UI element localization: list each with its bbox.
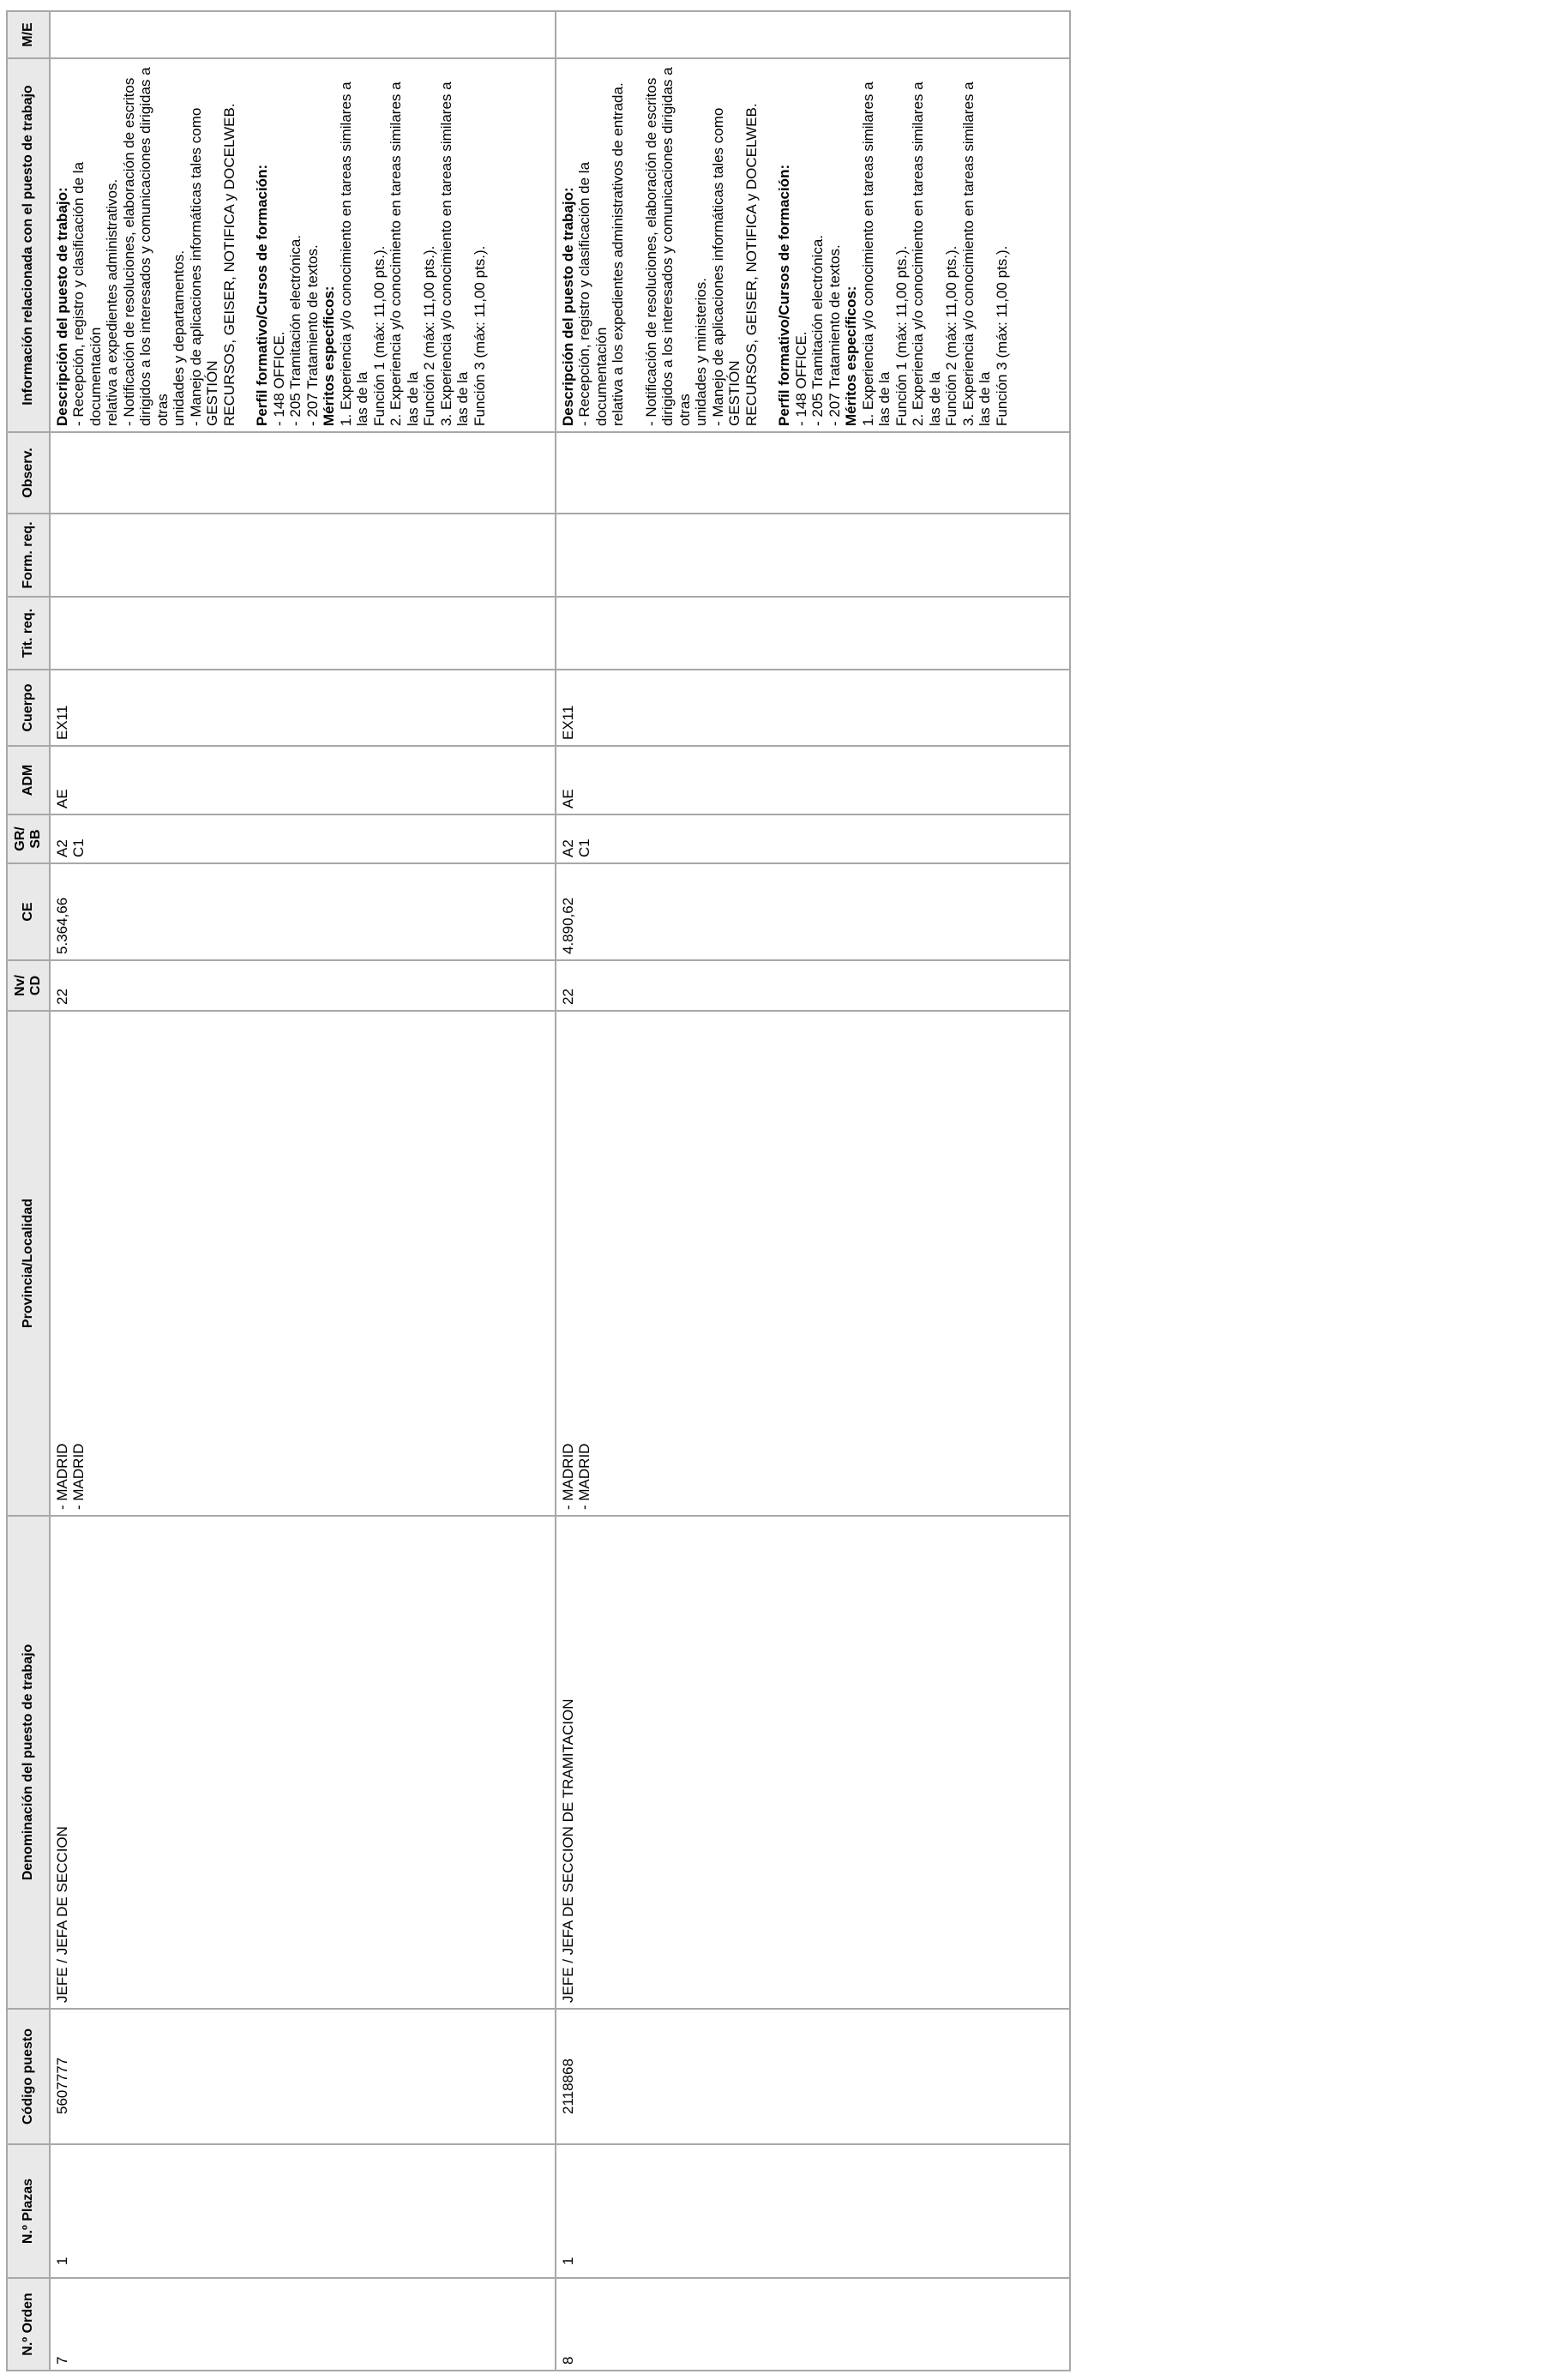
cell-tit (50, 597, 556, 670)
perfil-line: - 205 Tramitación electrónica. (287, 235, 304, 426)
cell-grupo (50, 814, 556, 863)
header-row (7, 11, 50, 2371)
col-info: Información relacionada con el puesto de trabajo (7, 58, 50, 432)
meritos-line: 1. Experiencia y/o conocimiento en tareas similares a las de la (337, 81, 371, 426)
col-plazas: N.º Plazas (7, 2144, 50, 2278)
cell-tit (556, 597, 1070, 670)
perfil-title: Perfil formativo/Cursos de formación: (254, 164, 271, 426)
cell-cuerpo: EX11 (50, 670, 556, 746)
cell-denominacion: JEFE / JEFA DE SECCION (50, 1516, 556, 2009)
desc-line: - Manejo de aplicaciones informáticas tales como GESTIÓN (187, 107, 221, 426)
cell-denominacion: JEFE / JEFA DE SECCION DE TRAMITACION (556, 1516, 1070, 2009)
cell-codigo: 2118868 (556, 2009, 1070, 2144)
desc-line: relativa a expedientes administrativos. (104, 178, 121, 426)
meritos-line: Función 1 (máx: 11,00 pts.). (893, 245, 910, 426)
cell-me (556, 11, 1070, 58)
cell-provincia (50, 1011, 556, 1516)
desc-title: Descripción del puesto de trabajo: (559, 187, 576, 426)
spacer (760, 64, 776, 426)
meritos-line: Función 1 (máx: 11,00 pts.). (370, 245, 388, 426)
col-cuerpo: Cuerpo (7, 670, 50, 746)
col-ce: CE (7, 863, 50, 960)
desc-line: - Notificación de resoluciones, elaboración de escritos (120, 77, 137, 426)
desc-line: - Manejo de aplicaciones informáticas tales como GESTIÓN (709, 107, 743, 426)
cell-codigo: 5607777 (50, 2009, 556, 2144)
meritos-line: 3. Experiencia y/o conocimiento en tareas similares a las de la (959, 81, 994, 426)
cell-me (50, 11, 556, 58)
col-codigo: Código puesto (7, 2009, 50, 2144)
desc-line: relativa a los expedientes administrativos de entrada. (610, 82, 627, 426)
col-form: Form. req. (7, 514, 50, 597)
perfil-line: - 148 OFFICE. (792, 331, 809, 426)
table-row (50, 11, 556, 2371)
desc-line: unidades y ministerios. (693, 278, 710, 426)
cell-form (50, 514, 556, 597)
col-observ: Observ. (7, 432, 50, 514)
perfil-line: - 205 Tramitación electrónica. (809, 235, 827, 426)
cell-provincia (556, 1011, 1070, 1516)
cell-plazas: 1 (50, 2144, 556, 2278)
meritos-line: 2. Experiencia y/o conocimiento en tareas similares a las de la (910, 81, 943, 426)
col-grupo: GR/ SB (7, 814, 50, 863)
cell-info (556, 58, 1070, 432)
cell-observ (556, 432, 1070, 514)
grupo-line: A2 (53, 839, 70, 857)
perfil-line: - 207 Tratamiento de textos. (304, 244, 321, 426)
provincia-line: - MADRID (70, 1443, 87, 1510)
meritos-line: Función 2 (máx: 11,00 pts.). (421, 245, 438, 426)
meritos-line: Función 3 (máx: 11,00 pts.). (993, 245, 1010, 426)
meritos-line: Función 2 (máx: 11,00 pts.). (943, 245, 960, 426)
meritos-line: 2. Experiencia y/o conocimiento en tareas similares a las de la (388, 81, 421, 426)
meritos-line: Función 3 (máx: 11,00 pts.). (471, 245, 488, 426)
cell-adm: AE (50, 746, 556, 814)
perfil-line: - 207 Tratamiento de textos. (826, 244, 843, 426)
desc-line: - Notificación de resoluciones, elaboración de escritos (642, 77, 659, 426)
cell-form (556, 514, 1070, 597)
desc-line: - Recepción, registro y clasificación de la documentación (70, 161, 104, 426)
grupo-line: C1 (70, 838, 87, 857)
cell-cuerpo: EX11 (556, 670, 1070, 746)
table-row (556, 11, 1070, 2371)
desc-line: dirigidos a los interesados y comunicaciones dirigidas a otras (137, 67, 171, 426)
cell-ce: 4.890,62 (556, 863, 1070, 960)
meritos-title: Méritos específicos: (321, 285, 338, 426)
col-orden: N.º Orden (7, 2278, 50, 2371)
col-me: M/E (7, 11, 50, 58)
desc-line: - Recepción, registro y clasificación de la documentación (576, 161, 610, 426)
desc-line: unidades y departamentos. (171, 249, 188, 426)
job-positions-table (6, 10, 1071, 2371)
col-nivel: Nv/ CD (7, 960, 50, 1011)
meritos-line: 1. Experiencia y/o conocimiento en tareas similares a las de la (859, 81, 893, 426)
provincia-line: - MADRID (576, 1443, 593, 1510)
col-tit: Tit. req. (7, 597, 50, 670)
col-denominacion: Denominación del puesto de trabajo (7, 1516, 50, 2009)
cell-nivel: 22 (556, 960, 1070, 1011)
cell-nivel: 22 (50, 960, 556, 1011)
meritos-line: 3. Experiencia y/o conocimiento en tareas similares a las de la (437, 81, 472, 426)
desc-line: RECURSOS, GEISER, NOTIFICA y DOCELWEB. (220, 103, 237, 426)
perfil-line: - 148 OFFICE. (270, 331, 287, 426)
cell-info (50, 58, 556, 432)
provincia-line: - MADRID (53, 1443, 70, 1510)
cell-orden: 7 (50, 2278, 556, 2371)
spacer (237, 64, 254, 426)
desc-title: Descripción del puesto de trabajo: (53, 187, 70, 426)
cell-plazas: 1 (556, 2144, 1070, 2278)
cell-orden: 8 (556, 2278, 1070, 2371)
grupo-line: C1 (576, 838, 593, 857)
grupo-line: A2 (559, 839, 576, 857)
meritos-title: Méritos específicos: (843, 285, 860, 426)
cell-ce: 5.364,66 (50, 863, 556, 960)
cell-grupo (556, 814, 1070, 863)
cell-adm: AE (556, 746, 1070, 814)
col-adm: ADM (7, 746, 50, 814)
provincia-line: - MADRID (559, 1443, 576, 1510)
cell-observ (50, 432, 556, 514)
perfil-title: Perfil formativo/Cursos de formación: (776, 164, 793, 426)
desc-line: dirigidos a los interesados y comunicaciones dirigidas a otras (659, 67, 693, 426)
spacer (627, 64, 643, 426)
desc-line: RECURSOS, GEISER, NOTIFICA y DOCELWEB. (742, 103, 760, 426)
col-provincia: Provincia/Localidad (7, 1011, 50, 1516)
